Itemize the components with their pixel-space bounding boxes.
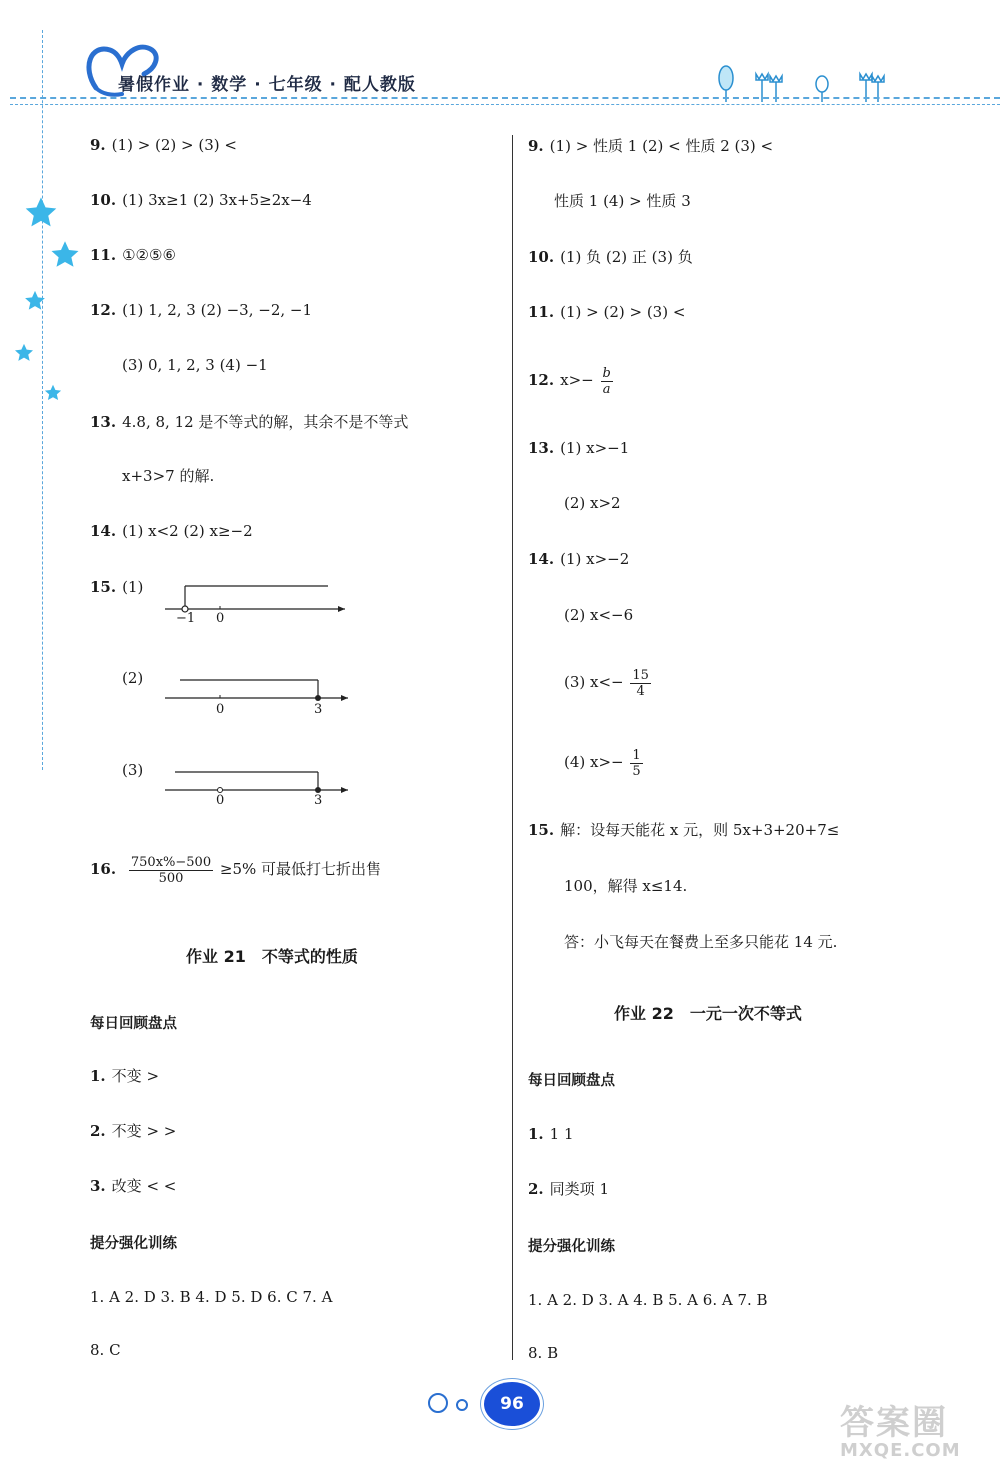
answer-13: 13. 4.8, 8, 12 是不等式的解，其余不是不等式 xyxy=(90,413,409,431)
fraction: $\frac{1}{5}$ xyxy=(632,747,641,779)
answer-10: 10. (1) 负 (2) 正 (3) 负 xyxy=(528,248,693,266)
section-title-22: 作业 22 一元一次不等式 xyxy=(614,1004,802,1023)
margin-dashed-line xyxy=(42,30,43,770)
answer-14: 14. (1) x<2 (2) x≥−2 xyxy=(90,522,253,540)
header-title: 暑假作业 · 数学 · 七年级 · 配人教版 xyxy=(118,75,416,95)
number-line-3 xyxy=(160,764,360,798)
tick-label: 3 xyxy=(314,702,323,717)
tick-label: 0 xyxy=(216,793,225,808)
answer-11: 11. (1) > (2) > (3) < xyxy=(528,303,686,321)
answer-13-cont: (2) x>2 xyxy=(564,494,621,512)
answer-12-cont: (3) 0, 1, 2, 3 (4) −1 xyxy=(122,356,268,374)
training-answer-8: 8. B xyxy=(528,1344,559,1362)
answer-12: 12. (1) 1, 2, 3 (2) −3, −2, −1 xyxy=(90,301,313,319)
answer-14-part4: (4) x>− $\frac{1}{5}$ xyxy=(564,747,641,779)
answer-10: 10. (1) 3x≥1 (2) 3x+5≥2x−4 xyxy=(90,191,312,209)
star-icon xyxy=(50,240,80,270)
header-divider-secondary xyxy=(10,104,1000,105)
answer-9: 9. (1) > 性质 1 (2) < 性质 2 (3) < xyxy=(528,137,774,155)
star-icon xyxy=(14,343,34,363)
tick-label: 3 xyxy=(314,793,323,808)
watermark-logo: 答案圈 MXQE.COM xyxy=(840,1403,961,1459)
subsection-review: 每日回顾盘点 xyxy=(90,1016,177,1032)
training-answers: 1. A 2. D 3. B 4. D 5. D 6. C 7. A xyxy=(90,1288,333,1306)
page-number: 96 xyxy=(484,1382,540,1426)
review-answer-1: 1. 不变 > xyxy=(90,1067,160,1085)
tick-label: 0 xyxy=(216,611,225,626)
subsection-review: 每日回顾盘点 xyxy=(528,1073,615,1089)
answer-13: 13. (1) x>−1 xyxy=(528,439,630,457)
answer-11: 11. ①②⑤⑥ xyxy=(90,246,176,264)
review-answer-2: 2. 不变 > > xyxy=(90,1122,177,1140)
review-answer-2: 2. 同类项 1 xyxy=(528,1180,609,1198)
answer-9: 9. (1) > (2) > (3) < xyxy=(90,136,237,154)
section-title-21: 作业 21 不等式的性质 xyxy=(186,947,358,966)
column-divider xyxy=(512,135,513,1360)
training-answer-8: 8. C xyxy=(90,1341,121,1359)
answer-15: 15. (1) xyxy=(90,578,144,596)
answer-14-part2: (2) x<−6 xyxy=(564,606,634,624)
header-divider xyxy=(10,97,1000,99)
training-answers: 1. A 2. D 3. A 4. B 5. A 6. A 7. B xyxy=(528,1291,768,1309)
answer-15-conclusion: 答：小飞每天在餐费上至多只能花 14 元. xyxy=(564,933,838,951)
answer-13-cont: x+3>7 的解. xyxy=(122,467,215,485)
answer-15-part2: (2) xyxy=(122,669,144,687)
tick-label: −1 xyxy=(176,611,196,626)
answer-12: 12. x>− $\frac{b}{a}$ xyxy=(528,365,611,397)
fraction: $\frac{b}{a}$ xyxy=(602,365,611,397)
tick-label: 0 xyxy=(216,702,225,717)
answer-15: 15. 解：设每天能花 x 元，则 5x+3+20+7≤ xyxy=(528,821,840,839)
answer-9-cont: 性质 1 (4) > 性质 3 xyxy=(554,192,691,210)
number-line-2 xyxy=(160,672,360,706)
star-icon xyxy=(44,384,62,402)
answer-14-part3: (3) x<− $\frac{15}{4}$ xyxy=(564,667,649,699)
review-answer-1: 1. 1 1 xyxy=(528,1125,574,1143)
subsection-training: 提分强化训练 xyxy=(90,1236,177,1252)
answer-15-part3: (3) xyxy=(122,761,144,779)
subsection-training: 提分强化训练 xyxy=(528,1239,615,1255)
answer-15-cont: 100，解得 x≤14. xyxy=(564,877,688,895)
bubble-decoration-icon xyxy=(424,1392,484,1414)
star-icon xyxy=(24,290,46,312)
answer-14: 14. (1) x>−2 xyxy=(528,550,630,568)
review-answer-3: 3. 改变 < < xyxy=(90,1177,177,1195)
fraction: $\frac{15}{4}$ xyxy=(632,667,649,699)
answer-16: 16. $\frac{750x\%-500}{500}$ ≥5% 可最低打七折出售 xyxy=(90,854,382,886)
fraction: $\frac{750x\%-500}{500}$ xyxy=(130,854,212,886)
star-icon xyxy=(24,196,58,230)
